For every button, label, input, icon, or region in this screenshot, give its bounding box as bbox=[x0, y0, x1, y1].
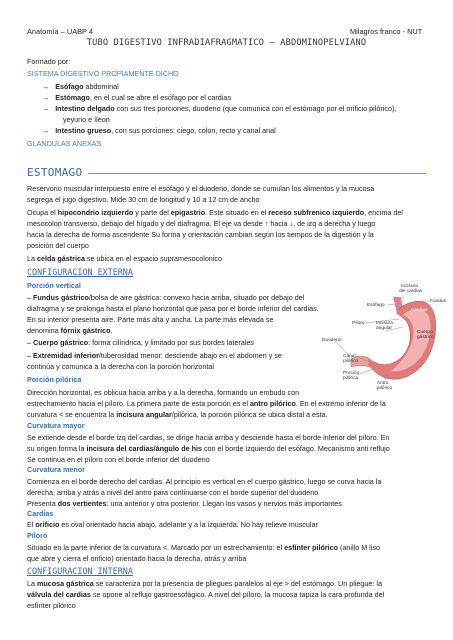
formado-por: Formado por: bbox=[27, 57, 71, 66]
list-item-continued: yeyuno e íleon bbox=[63, 115, 110, 124]
paragraph-line: válvula del cardias se opone al reflujo gastroesofágico. A nivel del píloro, la mucosa tapiza la cara profunda del bbox=[27, 590, 385, 599]
paragraph-line: Se continua en el píloro con el borde inferior del duodeno bbox=[27, 455, 210, 464]
paragraph-line: que abre y cierra el orificio) orientado hacia la derecha, atrás y arriba bbox=[27, 554, 247, 563]
label-incisura: Incisura bbox=[401, 284, 418, 289]
paragraph-line: Reservorio muscular interpuesto entre el esófago y el duodeno, donde se cumulan los alimentos y la mucosa bbox=[27, 184, 375, 193]
stomach-diagram bbox=[321, 283, 448, 390]
paragraph-line: – Fundus gástrico/bolsa de aire gástrica: convexo hacia arriba, situado por debajo del bbox=[27, 293, 305, 302]
label-cardias: Cardias bbox=[411, 308, 428, 313]
paragraph-line: Ocupa el hipocondrio izquierdo y parte del epigastrio. Este situado en el receso subfrenico izquierdo, encima del bbox=[27, 208, 403, 217]
paragraph-line: continúa y comunica a la derecha con la porción horizontal bbox=[27, 362, 214, 371]
label-incisura-angular: Incisura bbox=[376, 321, 393, 326]
paragraph-line: La mucosa gástrica se caracteriza por la presencia de pliegues paralelos al eje > del estómago. Un pliegue: la bbox=[27, 579, 383, 588]
subheading-configuracion-externa: CONFIGURACION EXTERNA bbox=[27, 267, 133, 277]
label-esofago: Esófago bbox=[367, 303, 385, 308]
subheading-configuracion-interna: CONFIGURACION INTERNA bbox=[27, 566, 133, 576]
paragraph-line: – Cuerpo gástrico: forma cilíndrica, y limitado por sus bordes laterales bbox=[27, 338, 254, 347]
paragraph-line: posición del cuerpo bbox=[27, 241, 89, 250]
label-cuerpo: Cuerpo bbox=[417, 330, 433, 335]
paragraph-line: curvatura < se encuentra la incisura angular/pilórica, la porción pilórica se ubica distal a esta. bbox=[27, 410, 328, 419]
sistema-heading: SISTEMA DIGESTIVO PROPIAMENTE DICHO bbox=[27, 69, 179, 78]
paragraph-line: su origen forma la incisura del cardias/ángulo de his con el borde izquierdo del esófago. Mecanismo anti reflujo bbox=[27, 444, 390, 453]
label-porcion: Porción bbox=[343, 371, 360, 376]
heading-porcion-pilorica: Porción pilórica bbox=[27, 375, 82, 384]
label-canal-pilorico: pilórico bbox=[343, 359, 359, 364]
paragraph-line: denomina fórnix gástrico. bbox=[27, 326, 113, 335]
label-gastrico: gástrico bbox=[417, 335, 434, 340]
heading-cardias: Cardias bbox=[27, 509, 54, 518]
label-del-cardias: del cardias bbox=[399, 289, 423, 294]
heading-curvatura-menor: Curvatura menor bbox=[27, 465, 85, 474]
label-canal: Canal bbox=[343, 354, 356, 359]
heading-porcion-vertical: Porción vertical bbox=[27, 281, 81, 290]
paragraph-line: Situado en la parte inferior de la curvatura <. Marcado por un estrechamiento: el esfínter pilórico (anillo M liso bbox=[27, 543, 380, 552]
label-duodeno: Duodeno bbox=[322, 338, 342, 343]
section-heading-estomago: ESTOMAGO bbox=[27, 166, 83, 179]
paragraph-line: estrechamiento hacia el píloro. La primera parte de esta porción es el antro pilórico. En el extremo inferior de la bbox=[27, 399, 386, 408]
list-item: → Esófago abdominal bbox=[42, 82, 119, 91]
header-right: Milagros franco - NUT bbox=[350, 27, 423, 36]
paragraph-line: derecha, arriba y atrás a nivel del antro para continuarse con el borde superior del duodeno bbox=[27, 488, 319, 497]
paragraph-line: Comienza en el borde derecho del cardias. Al principio es vertical en el cuerpo gástrico, luego se curva hacia la bbox=[27, 477, 382, 486]
paragraph-line: esfínter pilórico bbox=[27, 601, 76, 610]
paragraph-line: La celda gástrica se ubica en el espacio supramesocolonico bbox=[27, 254, 222, 263]
paragraph-line: Dirección horizontal, es oblicua hacia arriba y a la derecha, formando un embudo con bbox=[27, 388, 300, 397]
heading-curvatura-mayor: Curvatura mayor bbox=[27, 421, 85, 430]
label-piloro: Píloro bbox=[352, 321, 365, 326]
header-left: Anatomía – UABP 4 bbox=[27, 27, 94, 36]
label-fundus: Fundus bbox=[430, 299, 446, 304]
paragraph-line: segrega el jugo digestivo. Mide 30 cm de longitud y 10 a 12 cm de ancho bbox=[27, 195, 260, 204]
paragraph-line: diafragma y se prolonga hasta el plano horizontal que pasa por el borde inferior del cardias. bbox=[27, 304, 319, 313]
paragraph-line: En su interior presenta aire. Parte más alta y ancha. La parte más elevada se bbox=[27, 315, 274, 324]
section-rule bbox=[88, 173, 426, 174]
paragraph-line: mesocolon transverso, debajo del hígado y del diafragma. El eje va desde ↑ hacia ↓, de izq a derecha y luego bbox=[27, 219, 376, 228]
label-antro-pilorico: pilórico bbox=[377, 386, 393, 390]
paragraph-line: hacia la derecha de forma ascendente Su forma y orientación cambian según los tiempos de la digestión y la bbox=[27, 230, 374, 239]
paragraph-line: El orificio es oval orientado hacia abajo, adelante y a la izquierda. No hay relieve muscular bbox=[27, 520, 318, 529]
paragraph-line: Se extiende desde el borde izq del cardias, se dirige hacia arriba y desciende hasta el borde inferior del píloro. En bbox=[27, 433, 390, 442]
heading-piloro: Píloro bbox=[27, 531, 48, 540]
list-item: → Intestino delgado con sus tres porciones, duodeno (que comunica con el estómago por el orificio pilórico), bbox=[42, 104, 397, 113]
label-angular: angular bbox=[376, 326, 393, 331]
document-title: TUBO DIGESTIVO INFRADIAFRAGMATICO – ABDOMINOPELVIANO bbox=[86, 38, 367, 48]
label-porcion-pilorica: pilórica bbox=[343, 376, 359, 381]
paragraph-line: – Extremidad inferior/tuberosidad menor: desciende abajo en el abdomen y se bbox=[27, 351, 282, 360]
label-antro: Antro bbox=[377, 381, 389, 386]
list-item: → Estómago, en el cual se abre el esófago por el cardias bbox=[42, 93, 231, 102]
list-item: → Intestino grueso, con sus porciones: ciego, colon, recto y canal anal bbox=[42, 126, 276, 135]
glandulas-heading: GLANDULAS ANEXAS bbox=[27, 139, 102, 148]
paragraph-line: Presenta dos vertientes: una anterior y otra posterior. Llegan los vasos y nervios más importantes bbox=[27, 499, 342, 508]
